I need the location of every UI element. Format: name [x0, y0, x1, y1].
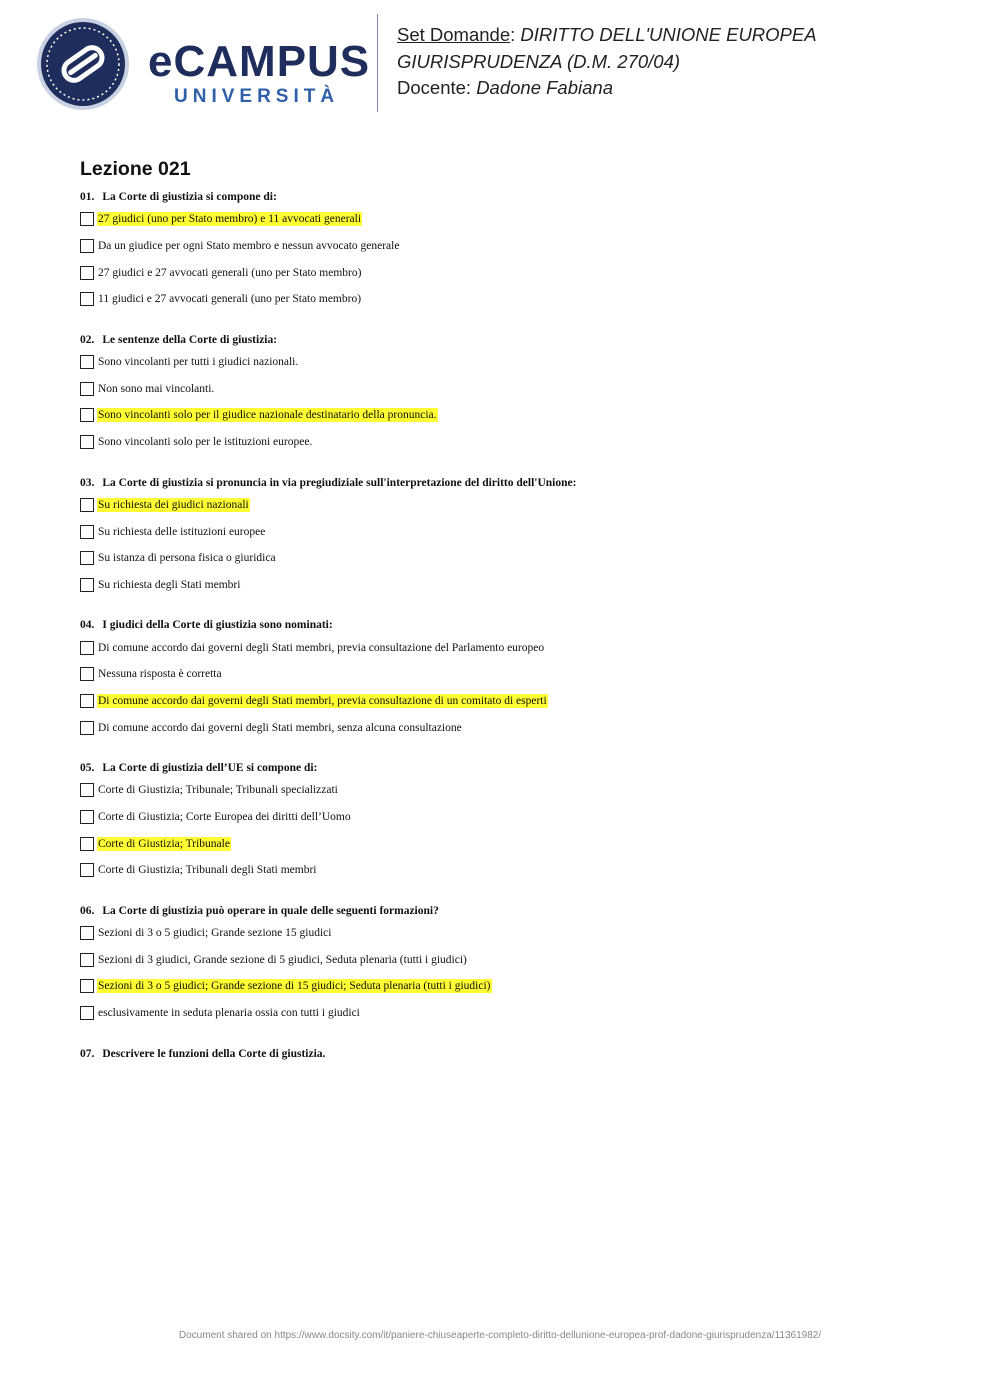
- answer-option-correct[interactable]: [80, 973, 940, 1000]
- answer-option-text: Corte di Giustizia; Tribunali degli Stati membri: [98, 864, 317, 877]
- answer-option[interactable]: [80, 572, 940, 599]
- answer-option-text: Sono vincolanti per tutti i giudici nazionali.: [98, 356, 299, 369]
- checkbox-icon[interactable]: [80, 382, 94, 396]
- brand-wordmark: [148, 37, 371, 108]
- answer-option[interactable]: [80, 286, 940, 313]
- question-label: I giudici della Corte di giustizia sono nominati:: [102, 619, 333, 632]
- question-text: [80, 902, 940, 920]
- answer-option[interactable]: [80, 233, 940, 260]
- brand-prefix: e: [148, 37, 174, 86]
- checkbox-icon[interactable]: [80, 292, 94, 306]
- answer-option-text: Da un giudice per ogni Stato membro e nessun avvocato generale: [98, 240, 400, 253]
- checkbox-icon[interactable]: [80, 783, 94, 797]
- question-number: 05.: [80, 762, 95, 774]
- answer-option-text: esclusivamente in seduta plenaria ossia con tutti i giudici: [98, 1007, 360, 1020]
- question-number: 01.: [80, 191, 95, 203]
- answer-option-text: Sezioni di 3 o 5 giudici; Grande sezione di 15 giudici; Seduta plenaria (tutti i giudici): [98, 980, 491, 993]
- question-number: 03.: [80, 476, 95, 489]
- checkbox-icon[interactable]: [80, 1006, 94, 1020]
- checkbox-icon[interactable]: [80, 408, 94, 422]
- answer-option[interactable]: [80, 349, 940, 376]
- question-number: 07.: [80, 1047, 95, 1060]
- answer-option-correct[interactable]: [80, 830, 940, 857]
- answer-option-text: Non sono mai vincolanti.: [98, 382, 215, 395]
- question-label: La Corte di giustizia può operare in quale delle seguenti formazioni?: [102, 904, 439, 917]
- checkbox-icon[interactable]: [80, 525, 94, 539]
- teacher-name: Dadone Fabiana: [476, 77, 613, 98]
- question-number: 06.: [80, 904, 95, 917]
- brand-subtitle: UNIVERSITÀ: [174, 86, 340, 107]
- checkbox-icon[interactable]: [80, 212, 94, 226]
- answer-option-text: Sono vincolanti solo per il giudice nazionale destinatario della pronuncia.: [98, 409, 437, 422]
- answer-option-text: Sono vincolanti solo per le istituzioni europee.: [98, 436, 313, 449]
- question-block: [80, 759, 940, 884]
- answer-option[interactable]: [80, 946, 940, 973]
- page-header: [0, 0, 1000, 130]
- question-number: 02.: [80, 333, 95, 346]
- question-label: La Corte di giustizia si pronuncia in via pregiudiziale sull'interpretazione del diritto dell'Unione:: [102, 476, 577, 489]
- answer-option[interactable]: [80, 545, 940, 572]
- question-text: [80, 188, 940, 206]
- answer-option[interactable]: [80, 375, 940, 402]
- question-block: [80, 474, 940, 599]
- checkbox-icon[interactable]: [80, 355, 94, 369]
- set-label: Set Domande: [397, 24, 511, 45]
- answer-option[interactable]: [80, 1000, 940, 1027]
- question-block: [80, 1045, 940, 1063]
- answer-option-text: 11 giudici e 27 avvocati generali (uno per Stato membro): [98, 293, 362, 306]
- answer-option-text: Corte di Giustizia; Tribunale; Tribunali specializzati: [98, 784, 338, 797]
- checkbox-icon[interactable]: [80, 979, 94, 993]
- question-number: 04.: [80, 619, 95, 632]
- question-label: La Corte di giustizia dell’UE si compone di:: [102, 762, 318, 774]
- checkbox-icon[interactable]: [80, 837, 94, 851]
- question-text: [80, 759, 940, 777]
- answer-option[interactable]: [80, 804, 940, 831]
- answer-option-text: Su richiesta delle istituzioni europee: [98, 525, 266, 538]
- question-text: [80, 1045, 940, 1063]
- checkbox-icon[interactable]: [80, 551, 94, 565]
- question-label: La Corte di giustizia si compone di:: [102, 191, 277, 203]
- checkbox-icon[interactable]: [80, 266, 94, 280]
- set-title-line1: DIRITTO DELL'UNIONE EUROPEA: [520, 24, 817, 45]
- question-text: [80, 616, 940, 634]
- checkbox-icon[interactable]: [80, 863, 94, 877]
- ecampus-logo-icon: [36, 17, 130, 111]
- answer-option-text: Sezioni di 3 o 5 giudici; Grande sezione 15 giudici: [98, 927, 332, 940]
- answer-option[interactable]: [80, 857, 940, 884]
- answer-option-correct[interactable]: [80, 492, 940, 519]
- answer-option-text: Sezioni di 3 giudici, Grande sezione di 5 giudici, Seduta plenaria (tutti i giudici): [98, 953, 467, 966]
- answer-option-text: Corte di Giustizia; Corte Europea dei diritti dell’Uomo: [98, 811, 351, 824]
- checkbox-icon[interactable]: [80, 721, 94, 735]
- checkbox-icon[interactable]: [80, 641, 94, 655]
- checkbox-icon[interactable]: [80, 498, 94, 512]
- lesson-title: Lezione 021: [80, 158, 191, 180]
- answer-option-correct[interactable]: [80, 402, 940, 429]
- answer-option[interactable]: [80, 259, 940, 286]
- answer-option-text: Corte di Giustizia; Tribunale: [98, 837, 230, 850]
- answer-option[interactable]: [80, 714, 940, 741]
- question-block: [80, 188, 940, 313]
- checkbox-icon[interactable]: [80, 667, 94, 681]
- question-label: Descrivere le funzioni della Corte di giustizia.: [102, 1047, 326, 1060]
- answer-option-correct[interactable]: [80, 688, 940, 715]
- answer-option-text: Di comune accordo dai governi degli Stati membri, previa consultazione di un comitato di esperti: [98, 694, 547, 707]
- answer-option-correct[interactable]: [80, 206, 940, 233]
- answer-option[interactable]: [80, 518, 940, 545]
- checkbox-icon[interactable]: [80, 810, 94, 824]
- answer-option[interactable]: [80, 777, 940, 804]
- question-block: [80, 616, 940, 741]
- answer-option-text: 27 giudici (uno per Stato membro) e 11 avvocati generali: [98, 213, 362, 226]
- answer-option[interactable]: [80, 429, 940, 456]
- answer-option-text: Di comune accordo dai governi degli Stati membri, senza alcuna consultazione: [98, 721, 462, 734]
- answer-option[interactable]: [80, 634, 940, 661]
- teacher-label: Docente:: [397, 77, 472, 98]
- answer-option-text: Su richiesta dei giudici nazionali: [98, 498, 249, 511]
- answer-option[interactable]: [80, 661, 940, 688]
- answer-option-text: Su istanza di persona fisica o giuridica: [98, 552, 276, 565]
- answer-option[interactable]: [80, 920, 940, 947]
- checkbox-icon[interactable]: [80, 239, 94, 253]
- checkbox-icon[interactable]: [80, 694, 94, 708]
- set-title-line2: GIURISPRUDENZA (D.M. 270/04): [397, 50, 681, 72]
- question-text: [80, 331, 940, 349]
- answer-option-text: Su richiesta degli Stati membri: [98, 578, 241, 591]
- checkbox-icon[interactable]: [80, 953, 94, 967]
- question-text: [80, 474, 940, 492]
- footer-source: Document shared on https://www.docsity.com/it/paniere-chiuseaperte-completo-diritto-dellunione-europea-prof-dadone-giurisprudenza/11361982/: [178, 1330, 822, 1341]
- checkbox-icon[interactable]: [80, 926, 94, 940]
- checkbox-icon[interactable]: [80, 578, 94, 592]
- document-meta: Set Domande: DIRITTO DELL'UNIONE EUROPEA GIURISPRUDENZA (D.M. 270/04) Docente: Dadone Fabiana: [397, 24, 817, 98]
- checkbox-icon[interactable]: [80, 435, 94, 449]
- brand-name: CAMPUS: [173, 37, 371, 86]
- answer-option-text: Nessuna risposta è corretta: [98, 668, 222, 681]
- header-divider: [377, 14, 378, 112]
- question-list: [80, 188, 940, 1081]
- answer-option-text: Di comune accordo dai governi degli Stati membri, previa consultazione del Parlamento europeo: [98, 641, 545, 654]
- answer-option-text: 27 giudici e 27 avvocati generali (uno per Stato membro): [98, 266, 362, 279]
- question-block: [80, 902, 940, 1027]
- question-block: [80, 331, 940, 456]
- question-label: Le sentenze della Corte di giustizia:: [102, 333, 278, 346]
